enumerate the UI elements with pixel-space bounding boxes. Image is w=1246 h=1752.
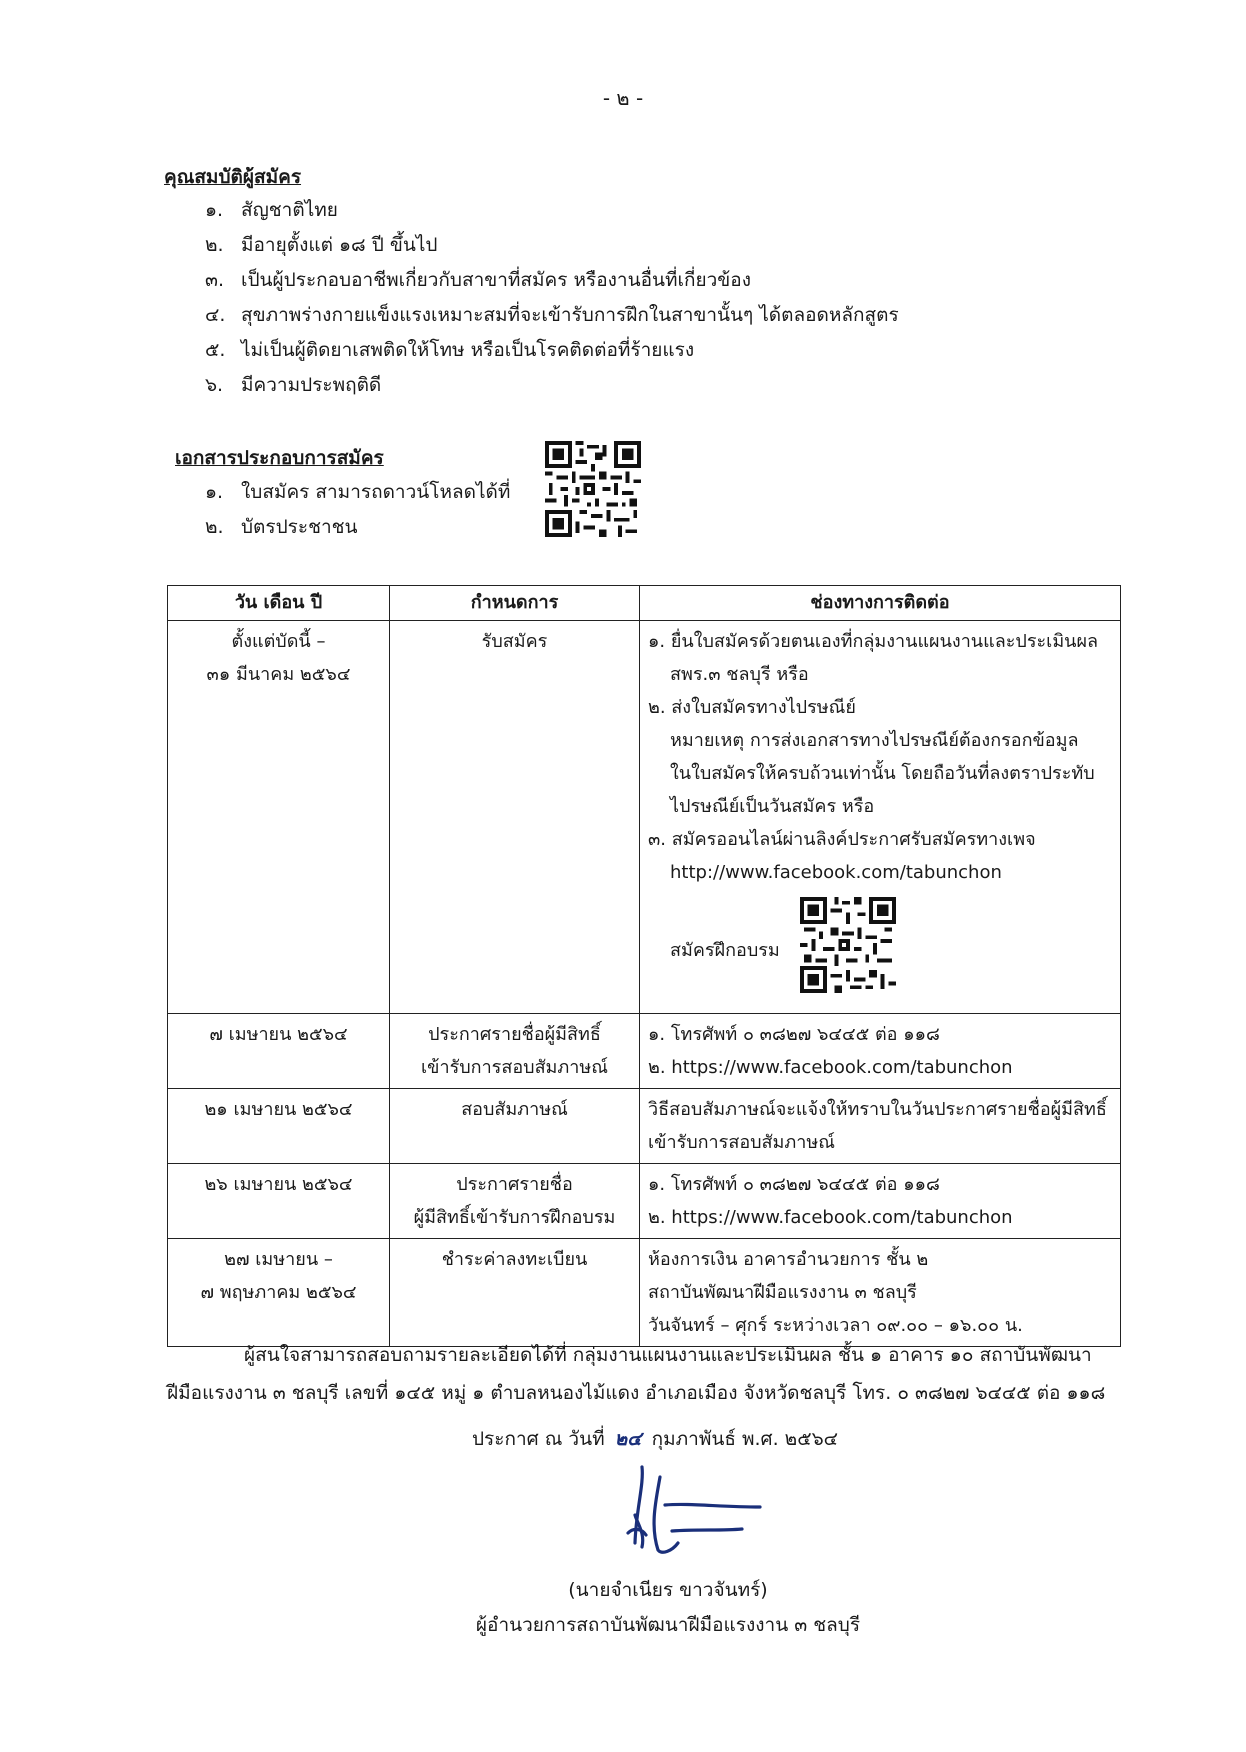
activity-cell: ประกาศรายชื่อผู้มีสิทธิ์ เข้ารับการสอบสัมภาษณ์	[390, 1014, 640, 1089]
schedule-table	[167, 585, 1121, 1347]
activity-cell: สอบสัมภาษณ์	[390, 1089, 640, 1164]
list-item: ๑. ใบสมัคร สามารถดาวน์โหลดได้ที่	[205, 481, 511, 503]
list-item: ๒. มีอายุตั้งแต่ ๑๘ ปี ขึ้นไป	[205, 234, 438, 256]
table-row	[168, 1089, 1121, 1164]
date-cell: ๒๖ เมษายน ๒๕๖๔	[168, 1164, 390, 1239]
facebook-link[interactable]: ๒. https://www.facebook.com/tabunchon	[648, 1207, 1013, 1228]
announcement-date: ประกาศ ณ วันที่ ๒๔ กุมภาพันธ์ พ.ศ. ๒๕๖๔	[472, 1428, 839, 1450]
contact-cell: ห้องการเงิน อาคารอำนวยการ ชั้น ๒ สถาบันพัฒนาฝีมือแรงงาน ๓ ชลบุรี วันจันทร์ – ศุกร์ ระหว่างเวลา ๐๙.๐๐ – ๑๖.๐๐ น.	[640, 1239, 1121, 1347]
date-cell: ๗ เมษายน ๒๕๖๔	[168, 1014, 390, 1089]
signatory-name: (นายจำเนียร ขาวจันทร์)	[568, 1579, 768, 1601]
column-header-activity: กำหนดการ	[390, 586, 640, 621]
contact-cell: ๑. ยื่นใบสมัครด้วยตนเองที่กลุ่มงานแผนงานและประเมินผล สพร.๓ ชลบุรี หรือ ๒. ส่งใบสมัครทางไปรษณีย์ หมายเหตุ การส่งเอกสารทางไปรษณีย์ต้องกรอกข้อมูล ในใบสมัครให้ครบถ้วนเท่านั้น โดยถือวันที่ลงตราประทับ ไปรษณีย์เป็นวันสมัคร หรือ ๓. สมัครออนไลน์ผ่านลิงค์ประกาศรับสมัครทางเพจ http://www.facebook.com/tabunchon สมัครฝึกอบรม	[640, 621, 1121, 1014]
date-cell: ตั้งแต่บัดนี้ – ๓๑ มีนาคม ๒๕๖๔	[168, 621, 390, 1014]
contact-cell: วิธีสอบสัมภาษณ์จะแจ้งให้ทราบในวันประกาศรายชื่อผู้มีสิทธิ์ เข้ารับการสอบสัมภาษณ์	[640, 1089, 1121, 1164]
qr-code-icon[interactable]	[800, 897, 896, 1004]
signature-image	[620, 1455, 770, 1570]
facebook-link[interactable]: ๒. https://www.facebook.com/tabunchon	[648, 1057, 1013, 1078]
list-item: ๓. เป็นผู้ประกอบอาชีพเกี่ยวกับสาขาที่สมัคร หรืองานอื่นที่เกี่ยวข้อง	[205, 269, 751, 291]
list-item: ๕. ไม่เป็นผู้ติดยาเสพติดให้โทษ หรือเป็นโรคติดต่อที่ร้ายแรง	[205, 339, 695, 361]
inquiry-line-1: ผู้สนใจสามารถสอบถามรายละเอียดได้ที่ กลุ่มงานแผนงานและประเมินผล ชั้น ๑ อาคาร ๑๐ สถาบันพัฒนา	[244, 1344, 1092, 1366]
contact-cell: ๑. โทรศัพท์ ๐ ๓๘๒๗ ๖๔๔๕ ต่อ ๑๑๘ ๒. https://www.facebook.com/tabunchon	[640, 1014, 1121, 1089]
handwritten-day: ๒๔	[614, 1428, 642, 1450]
column-header-date: วัน เดือน ปี	[168, 586, 390, 621]
table-header-row	[168, 586, 1121, 621]
list-item: ๔. สุขภาพร่างกายแข็งแรงเหมาะสมที่จะเข้ารับการฝึกในสาขานั้นๆ ได้ตลอดหลักสูตร	[205, 304, 899, 326]
signatory-title: ผู้อำนวยการสถาบันพัฒนาฝีมือแรงงาน ๓ ชลบุรี	[475, 1614, 861, 1636]
qr-label: สมัครฝึกอบรม	[670, 940, 780, 961]
activity-cell: ประกาศรายชื่อ ผู้มีสิทธิ์เข้ารับการฝึกอบรม	[390, 1164, 640, 1239]
list-item: ๑. สัญชาติไทย	[205, 199, 338, 221]
table-row	[168, 1164, 1121, 1239]
page-number: - ๒ -	[602, 86, 644, 110]
list-item: ๒. บัตรประชาชน	[205, 516, 358, 538]
facebook-link[interactable]: http://www.facebook.com/tabunchon	[670, 862, 1002, 883]
qualifications-heading: คุณสมบัติผู้สมัคร	[164, 166, 302, 188]
table-row	[168, 1014, 1121, 1089]
activity-cell: รับสมัคร	[390, 621, 640, 1014]
inquiry-line-2: ฝีมือแรงงาน ๓ ชลบุรี เลขที่ ๑๔๕ หมู่ ๑ ตำบลหนองไม้แดง อำเภอเมือง จังหวัดชลบุรี โทร. ๐ ๓๘๒๗ ๖๔๔๕ ต่อ ๑๑๘	[167, 1382, 1106, 1404]
date-cell: ๒๑ เมษายน ๒๕๖๔	[168, 1089, 390, 1164]
activity-cell: ชำระค่าลงทะเบียน	[390, 1239, 640, 1347]
table-row	[168, 621, 1121, 1014]
date-cell: ๒๗ เมษายน – ๗ พฤษภาคม ๒๕๖๔	[168, 1239, 390, 1347]
contact-cell: ๑. โทรศัพท์ ๐ ๓๘๒๗ ๖๔๔๕ ต่อ ๑๑๘ ๒. https://www.facebook.com/tabunchon	[640, 1164, 1121, 1239]
column-header-contact: ช่องทางการติดต่อ	[640, 586, 1121, 621]
qr-code-icon[interactable]	[545, 441, 641, 537]
list-item: ๖. มีความประพฤติดี	[205, 374, 382, 396]
documents-heading: เอกสารประกอบการสมัคร	[175, 447, 384, 469]
table-row	[168, 1239, 1121, 1347]
